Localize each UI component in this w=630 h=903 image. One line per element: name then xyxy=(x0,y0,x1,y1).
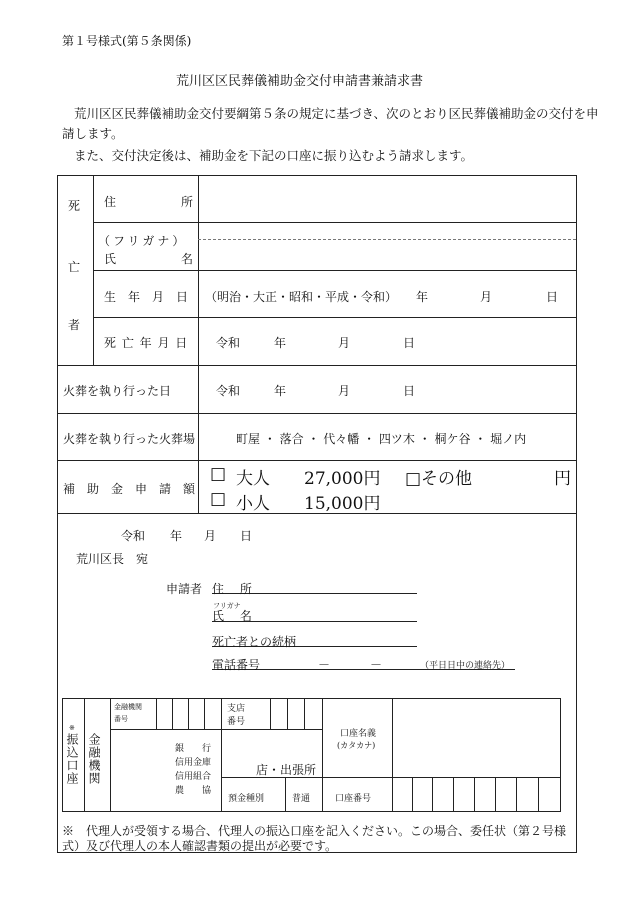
note-mark: ※ xyxy=(69,724,75,732)
cremation-day-unit: 日 xyxy=(403,384,416,398)
deceased-name-label-2: 名 xyxy=(181,252,194,266)
death-date-label: 死 亡 年 月 日 xyxy=(104,336,189,350)
deposit-type-label: 預金種別 xyxy=(228,794,265,804)
relation-label: 死亡者との続柄 xyxy=(212,635,297,649)
birth-era-options[interactable]: （明治・大正・昭和・平成・令和） xyxy=(205,290,398,304)
application-month-unit: 月 xyxy=(204,529,217,543)
birth-month-unit: 月 xyxy=(480,290,493,304)
type-kumiai[interactable]: 信用組合 xyxy=(175,772,212,782)
deceased-name-label-1: 氏 xyxy=(104,252,117,266)
death-year-unit: 年 xyxy=(274,336,287,350)
phone-field[interactable] xyxy=(270,652,410,669)
form-number: 第１号様式(第５条関係) xyxy=(62,34,192,48)
financial-institution-label: 金融機関 xyxy=(87,733,101,785)
deceased-address-field[interactable] xyxy=(198,176,576,222)
deceased-address-label-1: 住 xyxy=(104,195,117,209)
deceased-name-field[interactable] xyxy=(198,240,576,270)
child-amount: 15,000円 xyxy=(304,494,381,514)
other-checkbox[interactable]: □その他 xyxy=(405,469,473,489)
other-amount-unit: 円 xyxy=(554,469,571,489)
addressee: 荒川区長 宛 xyxy=(76,552,149,566)
form-title: 荒川区区民葬儀補助金交付申請書兼請求書 xyxy=(176,74,424,89)
crematorium-options[interactable]: 町屋 ・ 落合 ・ 代々幡 ・ 四ツ木 ・ 桐ケ谷 ・ 堀ノ内 xyxy=(236,432,527,446)
child-checkbox[interactable]: □ xyxy=(210,489,227,509)
adult-label: 大人 xyxy=(236,469,270,489)
cremation-date-label: 火葬を執り行った日 xyxy=(63,384,172,398)
intro-line-1: 荒川区区民葬儀補助金交付要綱第５条の規定に基づき、次のとおり区民葬儀補助金の交付を申 xyxy=(74,106,599,121)
deceased-label-3: 者 xyxy=(68,318,81,332)
crematorium-label: 火葬を執り行った火葬場 xyxy=(63,432,196,446)
deposit-type-value: 普通 xyxy=(292,794,311,804)
applicant-address-label: 住 所 xyxy=(212,582,252,596)
type-nokyo[interactable]: 農 協 xyxy=(175,786,212,796)
deceased-address-label-2: 所 xyxy=(181,195,194,209)
type-shinkin[interactable]: 信用金庫 xyxy=(175,758,212,768)
applicant-name-field[interactable] xyxy=(260,603,417,621)
death-month-unit: 月 xyxy=(338,336,351,350)
application-era: 令和 xyxy=(121,529,146,543)
relation-field[interactable] xyxy=(310,629,417,646)
applicant-address-field[interactable] xyxy=(260,576,417,593)
applicant-furigana-label: フリガナ xyxy=(213,602,241,610)
transfer-account-label: 振込口座 xyxy=(65,733,79,785)
deceased-furigana-label: （フリガナ） xyxy=(98,234,188,248)
footer-note-line-2: 式）及び代理人の本人確認書類の提出が必要です。 xyxy=(62,839,338,853)
applicant-name-label: 氏 名 xyxy=(212,609,252,623)
deceased-label-1: 死 xyxy=(68,199,81,213)
deceased-label-2: 亡 xyxy=(68,260,81,274)
birth-day-unit: 日 xyxy=(546,290,559,304)
application-year-unit: 年 xyxy=(170,529,183,543)
subsidy-amount-label: 補 助 金 申 請 額 xyxy=(63,482,196,496)
type-bank[interactable]: 銀 行 xyxy=(175,744,212,754)
phone-note: （平日日中の連絡先） xyxy=(420,661,511,671)
phone-label: 電話番号 xyxy=(212,658,261,672)
branch-label: 店・出張所 xyxy=(256,763,317,777)
birth-year-unit: 年 xyxy=(416,290,429,304)
application-day-unit: 日 xyxy=(240,529,253,543)
intro-line-2: 請します。 xyxy=(62,126,124,141)
branch-code-label-1: 支店 xyxy=(227,704,246,714)
child-label: 小人 xyxy=(236,494,270,514)
cremation-era: 令和 xyxy=(216,384,241,398)
branch-code-label-2: 番号 xyxy=(227,717,246,727)
deceased-furigana-field[interactable] xyxy=(198,223,576,239)
institution-code-label-1: 金融機関 xyxy=(114,703,142,711)
death-day-unit: 日 xyxy=(403,336,416,350)
account-holder-label: 口座名義 xyxy=(340,729,377,739)
account-number-label: 口座番号 xyxy=(335,794,372,804)
institution-code-label-2: 番号 xyxy=(114,715,128,723)
death-era: 令和 xyxy=(216,336,241,350)
phone-dash-1: － xyxy=(318,658,331,672)
footer-note-line-1: ※ 代理人が受領する場合、代理人の振込口座を記入ください。この場合、委任状（第２号様 xyxy=(62,824,567,838)
adult-amount: 27,000円 xyxy=(304,469,381,489)
account-holder-field[interactable] xyxy=(393,699,560,777)
cremation-month-unit: 月 xyxy=(338,384,351,398)
adult-checkbox[interactable]: □ xyxy=(210,464,227,484)
intro-line-3: また、交付決定後は、補助金を下記の口座に振り込むよう請求します。 xyxy=(74,148,474,163)
cremation-year-unit: 年 xyxy=(274,384,287,398)
phone-dash-2: － xyxy=(370,658,383,672)
birth-date-label: 生 年 月 日 xyxy=(104,290,189,304)
account-holder-kana: (カタカナ) xyxy=(337,741,376,750)
applicant-label: 申請者 xyxy=(166,582,203,596)
